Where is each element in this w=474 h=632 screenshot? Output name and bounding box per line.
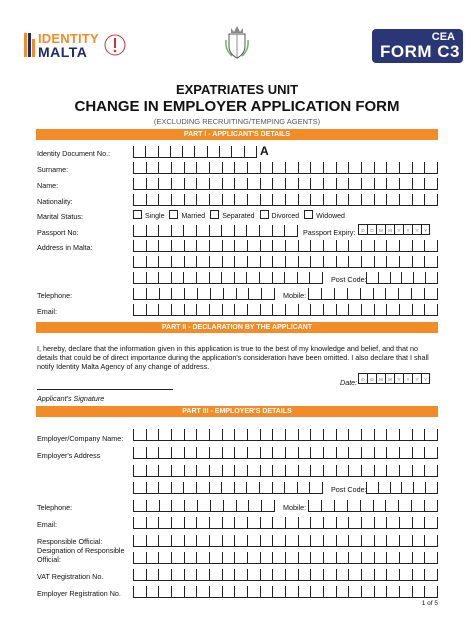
- employer-registration-boxes[interactable]: [133, 586, 438, 598]
- label-name: Name:: [37, 181, 59, 190]
- label-married: Married: [181, 213, 206, 220]
- date-cell: Y: [403, 373, 412, 384]
- employer-post-code-boxes[interactable]: [366, 482, 438, 494]
- date-cell: D: [367, 224, 376, 235]
- label-mobile: Mobile:: [283, 291, 307, 300]
- date-cell: D: [358, 373, 367, 384]
- label-employer-email: Email:: [37, 520, 57, 529]
- form-code: CEA: [431, 31, 455, 43]
- mobile-boxes[interactable]: [308, 288, 438, 300]
- label-employer-registration: Employer Registration No.: [37, 589, 121, 598]
- brand-malta-text: MALTA: [38, 44, 88, 60]
- part3-heading: PART III - EMPLOYER'S DETAILS: [36, 406, 438, 417]
- label-id-document: Identity Document No.:: [37, 149, 111, 158]
- part2-heading: PART II - DECLARATION BY THE APPLICANT: [36, 322, 438, 333]
- date-cell: M: [376, 224, 385, 235]
- date-cell: M: [376, 373, 385, 384]
- label-applicant-signature: Applicant's Signature: [37, 394, 105, 403]
- label-surname: Surname:: [37, 165, 69, 174]
- form-name: FORM C3: [380, 42, 460, 61]
- signature-line[interactable]: [37, 388, 173, 390]
- employer-address-line-3-boxes[interactable]: [133, 482, 323, 494]
- label-passport-expiry: Passport Expiry:: [303, 228, 356, 237]
- label-widowed: Widowed: [316, 213, 345, 220]
- label-address-malta: Address in Malta:: [37, 243, 93, 252]
- marital-option-single[interactable]: [133, 210, 164, 220]
- label-responsible-official: Responsible Official:: [37, 537, 103, 546]
- label-divorced: Divorced: [271, 213, 300, 220]
- checkbox-divorced[interactable]: [260, 210, 269, 219]
- form-title: CHANGE IN EMPLOYER APPLICATION FORM: [74, 98, 400, 115]
- unit-title: EXPATRIATES UNIT: [175, 82, 299, 97]
- checkbox-widowed[interactable]: [304, 210, 313, 219]
- page-number: 1 of 5: [421, 600, 438, 607]
- label-employer-telephone: Telephone:: [37, 503, 73, 512]
- marital-option-married[interactable]: [169, 210, 205, 220]
- address-line-3-boxes[interactable]: [133, 272, 323, 284]
- checkbox-married[interactable]: [169, 210, 178, 219]
- date-cell: Y: [421, 224, 430, 235]
- declaration-text: I, hereby, declare that the information given in this application is true to the best of my knowledge and belief, and that no details that could be of direct importance during the application's consideration have been omitted. I also declare that I shall notify Identity Malta Agency of any change of address.: [37, 344, 429, 371]
- date-cell: M: [385, 373, 394, 384]
- date-cell: Y: [394, 373, 403, 384]
- passport-no-boxes[interactable]: [133, 225, 298, 237]
- name-boxes[interactable]: [133, 178, 438, 190]
- label-telephone: Telephone:: [37, 291, 73, 300]
- brand-identity-text: IDENTITY: [38, 31, 99, 46]
- date-cell: M: [385, 224, 394, 235]
- agency-seal-icon: [104, 33, 126, 57]
- surname-boxes[interactable]: [133, 162, 438, 174]
- date-cell: Y: [403, 224, 412, 235]
- post-code-boxes[interactable]: [366, 272, 438, 284]
- label-employer-address: Employer's Address: [37, 451, 101, 460]
- email-boxes[interactable]: [133, 304, 438, 316]
- responsible-official-boxes[interactable]: [133, 535, 438, 547]
- label-designation-responsible: Designation of Responsible: [37, 546, 125, 555]
- malta-coat-of-arms-icon: [224, 24, 250, 60]
- marital-option-divorced[interactable]: [260, 210, 300, 220]
- passport-expiry-date-boxes[interactable]: [358, 224, 430, 235]
- employer-address-line-2-boxes[interactable]: [133, 465, 438, 477]
- date-cell: D: [367, 373, 376, 384]
- label-nationality: Nationality:: [37, 197, 73, 206]
- label-single: Single: [145, 213, 165, 220]
- label-designation-official: Official:: [37, 555, 61, 564]
- declaration-date-boxes[interactable]: [358, 373, 430, 384]
- label-employer-post-code: Post Code:: [331, 485, 367, 494]
- address-line-2-boxes[interactable]: [133, 256, 438, 268]
- employer-address-line-1-boxes[interactable]: [133, 447, 438, 459]
- label-vat-registration: VAT Registration No.: [37, 572, 104, 581]
- label-post-code: Post Code:: [331, 275, 367, 284]
- label-passport-no: Passport No:: [37, 228, 79, 237]
- date-cell: Y: [412, 373, 421, 384]
- id-document-boxes[interactable]: [133, 146, 257, 158]
- employer-email-boxes[interactable]: [133, 517, 438, 529]
- label-declaration-date: Date:: [340, 378, 358, 387]
- company-name-boxes[interactable]: [133, 429, 438, 441]
- form-code-badge: [372, 29, 463, 63]
- nationality-boxes[interactable]: [133, 194, 438, 206]
- date-cell: Y: [412, 224, 421, 235]
- checkbox-single[interactable]: [133, 210, 142, 219]
- address-line-1-boxes[interactable]: [133, 240, 438, 252]
- checkbox-separated[interactable]: [210, 210, 219, 219]
- label-marital-status: Marital Status:: [37, 212, 83, 221]
- date-cell: D: [358, 224, 367, 235]
- part1-heading: PART I - APPLICANT'S DETAILS: [36, 129, 438, 140]
- marital-status-options: [133, 210, 345, 220]
- marital-option-widowed[interactable]: [304, 210, 345, 220]
- date-cell: Y: [421, 373, 430, 384]
- label-separated: Separated: [222, 213, 255, 220]
- label-company-name: Employer/Company Name:: [37, 434, 124, 443]
- designation-boxes[interactable]: [133, 552, 438, 564]
- identity-malta-logo-mark-icon: [24, 33, 35, 57]
- form-subtitle: (EXCLUDING RECRUITING/TEMPING AGENTS): [153, 117, 321, 126]
- employer-telephone-boxes[interactable]: [133, 500, 275, 512]
- marital-option-separated[interactable]: [210, 210, 254, 220]
- label-email: Email:: [37, 307, 57, 316]
- vat-registration-boxes[interactable]: [133, 569, 438, 581]
- employer-mobile-boxes[interactable]: [308, 500, 438, 512]
- telephone-boxes[interactable]: [133, 288, 275, 300]
- date-cell: Y: [394, 224, 403, 235]
- label-employer-mobile: Mobile:: [283, 503, 307, 512]
- id-suffix: A: [260, 144, 269, 158]
